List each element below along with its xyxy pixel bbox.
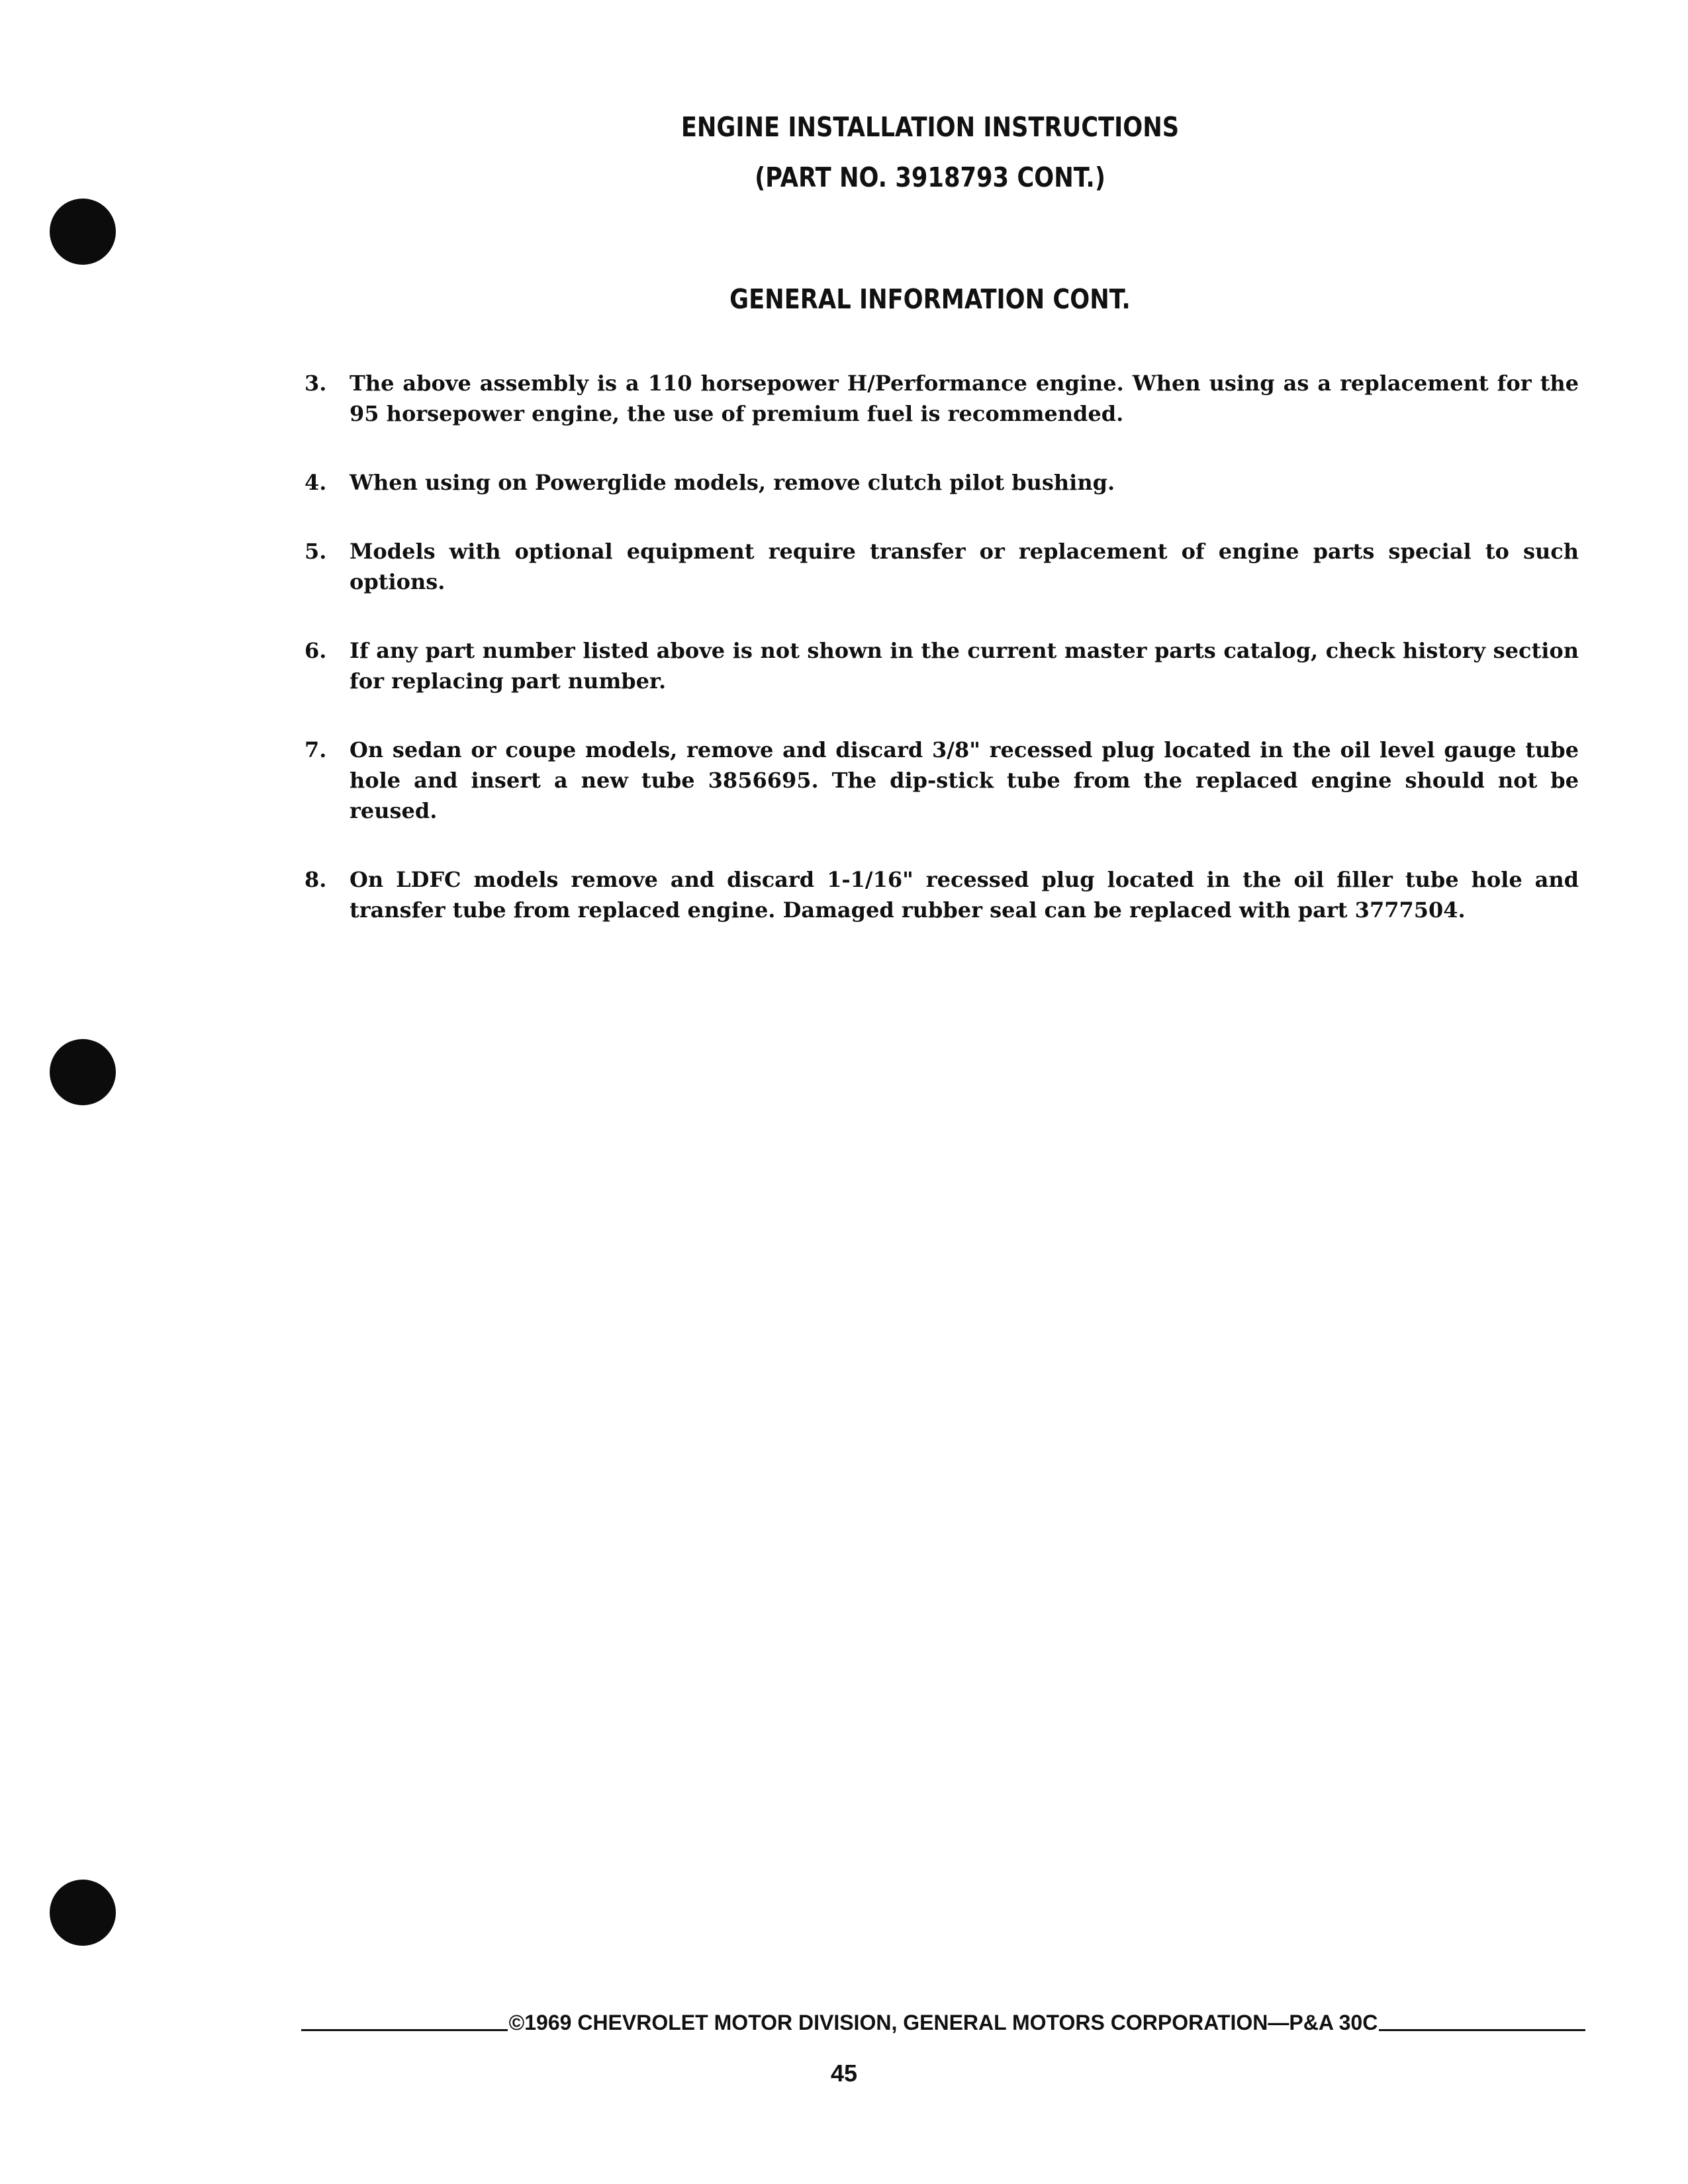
footer-rule-left bbox=[301, 2029, 508, 2031]
list-item bbox=[305, 635, 1579, 696]
page-title: ENGINE INSTALLATION INSTRUCTIONS bbox=[680, 111, 1180, 143]
item-number: 3. bbox=[305, 371, 327, 396]
footer bbox=[301, 2011, 1585, 2035]
instruction-list bbox=[305, 368, 1579, 964]
item-number: 5. bbox=[305, 539, 327, 564]
item-number: 4. bbox=[305, 470, 327, 495]
section-heading: GENERAL INFORMATION CONT. bbox=[729, 283, 1131, 315]
item-number: 8. bbox=[305, 867, 327, 892]
footer-rule-right bbox=[1379, 2029, 1585, 2031]
item-text: On LDFC models remove and discard 1-1/16" recessed plug located in the oil filler tube hole and transfer tube from replaced engine. Damaged rubber seal can be replaced with part 3777504. bbox=[350, 867, 1579, 923]
list-item bbox=[305, 536, 1579, 597]
page-subtitle: (PART NO. 3918793 CONT.) bbox=[755, 161, 1105, 193]
list-item bbox=[305, 735, 1579, 826]
item-text: Models with optional equipment require transfer or replacement of engine parts special to such options. bbox=[350, 539, 1579, 594]
item-text: If any part number listed above is not shown in the current master parts catalog, check history section for replacing part number. bbox=[350, 638, 1579, 694]
copyright-text: ©1969 CHEVROLET MOTOR DIVISION, GENERAL MOTORS CORPORATION—P&A 30C bbox=[508, 2011, 1378, 2034]
item-text: When using on Powerglide models, remove clutch pilot bushing. bbox=[350, 470, 1115, 495]
binder-punch-hole bbox=[50, 1880, 116, 1946]
binder-punch-hole bbox=[50, 199, 116, 265]
item-number: 6. bbox=[305, 638, 327, 663]
list-item bbox=[305, 864, 1579, 925]
list-item bbox=[305, 467, 1579, 498]
binder-punch-hole bbox=[50, 1039, 116, 1105]
page-number: 45 bbox=[830, 2060, 858, 2087]
item-number: 7. bbox=[305, 737, 327, 762]
item-text: The above assembly is a 110 horsepower H/Performance engine. When using as a replacement for the 95 horsepower engine, the use of premium fuel is recommended. bbox=[350, 371, 1579, 426]
list-item bbox=[305, 368, 1579, 429]
item-text: On sedan or coupe models, remove and discard 3/8" recessed plug located in the oil level gauge tube hole and insert a new tube 3856695. The dip-stick tube from the replaced engine should not be reused. bbox=[350, 737, 1579, 823]
